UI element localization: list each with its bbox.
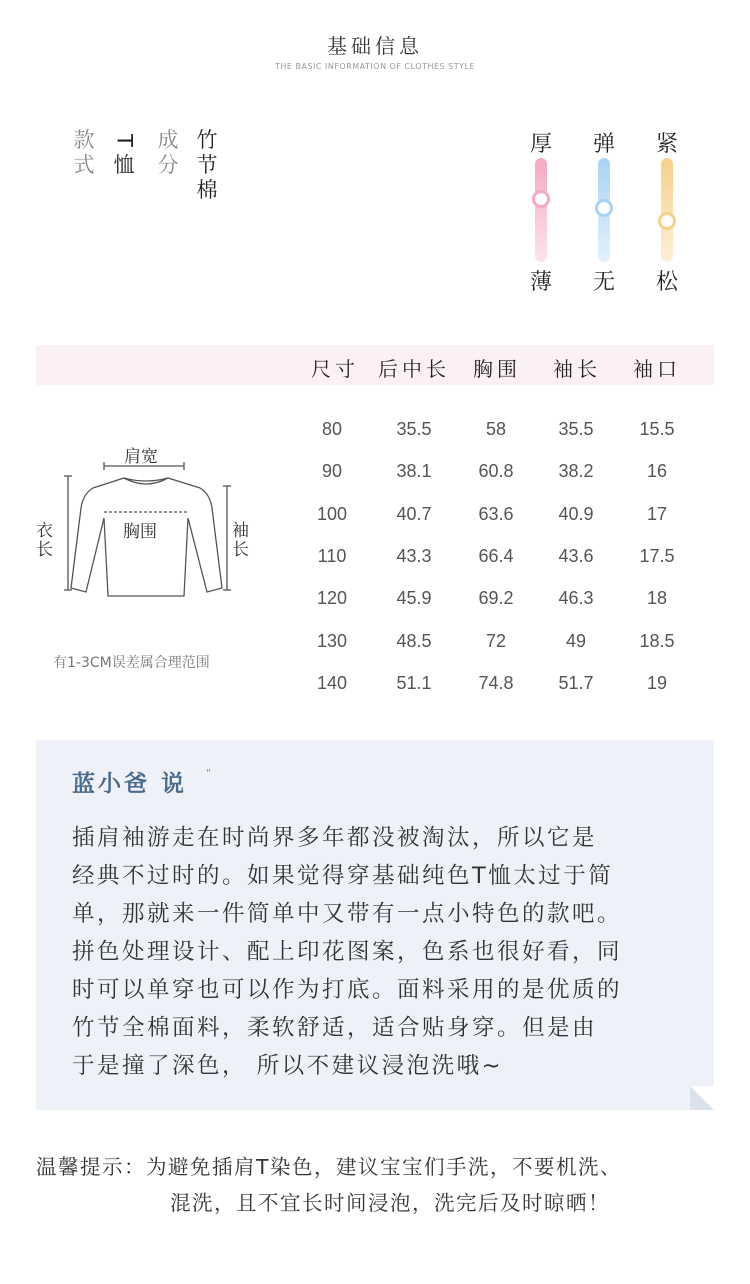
table-cell: 46.3 xyxy=(558,588,594,609)
table-cell: 140 xyxy=(316,672,348,693)
body-length-label: 衣 长 xyxy=(36,521,53,560)
table-cell: 120 xyxy=(316,588,348,609)
table-cell: 35.5 xyxy=(558,419,594,439)
table-cell: 66.4 xyxy=(478,545,514,566)
table-cell: 19 xyxy=(646,672,668,693)
quote-line: 拼色处理设计、配上印花图案，色系也很好看，同 xyxy=(72,939,623,965)
table-header-sleeve-length: 袖长 xyxy=(553,357,601,381)
material-value: 竹 节 棉 xyxy=(196,128,218,202)
table-cell: 110 xyxy=(317,545,347,566)
quote-line: 经典不过时的。如果觉得穿基础纯色T恤太过于简 xyxy=(72,863,614,889)
scale-top-label: 弹 xyxy=(592,132,615,157)
table-cell: 17.5 xyxy=(639,545,675,566)
table-cell: 43.6 xyxy=(558,545,594,566)
table-cell: 48.5 xyxy=(396,630,432,651)
table-cell: 72 xyxy=(485,630,507,651)
table-cell: 63.6 xyxy=(478,503,514,524)
table-cell: 51.7 xyxy=(558,672,594,693)
table-cell: 51.1 xyxy=(396,672,432,693)
table-cell: 60.8 xyxy=(478,461,514,482)
table-cell: 16 xyxy=(646,461,668,482)
scale-top-label: 厚 xyxy=(529,132,552,157)
quote-mark: " xyxy=(206,767,212,780)
scale-bottom-label: 松 xyxy=(655,270,678,295)
scale-top-label: 紧 xyxy=(655,132,678,157)
quote-line: 插肩袖游走在时尚界多年都没被淘汰，所以它是 xyxy=(72,825,598,851)
table-cell: 69.2 xyxy=(478,588,514,609)
sleeve-length-label: 袖 长 xyxy=(232,521,249,560)
table-cell: 17 xyxy=(646,503,668,524)
care-tip-line-1: 温馨提示：为避免插肩T染色，建议宝宝们手洗，不要机洗、 xyxy=(36,1155,623,1179)
table-header-cuff: 袖口 xyxy=(633,357,681,381)
quote-line: 单，那就来一件简单中又带有一点小特色的款吧。 xyxy=(72,901,623,927)
scale-track xyxy=(535,158,547,262)
quote-line: 于是撞了深色， 所以不建议浸泡洗哦~ xyxy=(72,1053,504,1079)
tolerance-note: 有1-3CM误差属合理范围 xyxy=(53,655,210,671)
scale-knob xyxy=(658,212,676,230)
style-value: T 恤 xyxy=(112,134,137,177)
table-cell: 45.9 xyxy=(396,588,432,609)
table-cell: 40.9 xyxy=(558,503,594,524)
quote-title: 蓝小爸 说 xyxy=(72,771,188,797)
scale-bottom-label: 薄 xyxy=(529,270,552,295)
care-tip-line-2: 混洗，且不宜长时间浸泡，洗完后及时晾晒！ xyxy=(170,1191,610,1215)
table-cell: 18 xyxy=(646,588,668,609)
table-cell: 15.5 xyxy=(639,419,675,439)
shoulder-label: 肩宽 xyxy=(124,447,158,467)
table-cell: 35.5 xyxy=(396,419,432,439)
scale-knob xyxy=(595,199,613,217)
table-cell: 130 xyxy=(316,630,348,651)
table-cell: 58 xyxy=(485,419,507,439)
style-label: 款 式 xyxy=(73,128,95,177)
table-cell: 49 xyxy=(565,630,587,651)
table-cell: 74.8 xyxy=(478,672,514,693)
table-cell: 100 xyxy=(316,503,348,524)
chest-label: 胸围 xyxy=(123,522,157,542)
table-header-chest: 胸围 xyxy=(473,357,521,381)
section-title: 基础信息 xyxy=(327,34,423,58)
table-cell: 18.5 xyxy=(639,630,675,651)
table-cell: 90 xyxy=(321,461,343,482)
table-cell: 80 xyxy=(321,419,343,439)
material-label: 成 分 xyxy=(157,128,179,177)
table-cell: 38.1 xyxy=(396,461,432,482)
table-cell: 43.3 xyxy=(396,545,432,566)
table-header-size: 尺寸 xyxy=(311,357,359,381)
table-cell: 40.7 xyxy=(396,503,432,524)
quote-line: 时可以单穿也可以作为打底。面料采用的是优质的 xyxy=(72,977,623,1003)
scale-track xyxy=(661,158,673,262)
size-table-header-band xyxy=(36,345,714,385)
table-cell: 38.2 xyxy=(558,461,594,482)
quote-fold xyxy=(690,1086,714,1110)
quote-line: 竹节全棉面料，柔软舒适，适合贴身穿。但是由 xyxy=(72,1015,598,1041)
section-subtitle: THE BASIC INFORMATION OF CLOTHES STYLE xyxy=(274,62,476,71)
scale-bottom-label: 无 xyxy=(592,270,615,295)
table-header-back-length: 后中长 xyxy=(378,357,450,381)
scale-knob xyxy=(532,190,550,208)
